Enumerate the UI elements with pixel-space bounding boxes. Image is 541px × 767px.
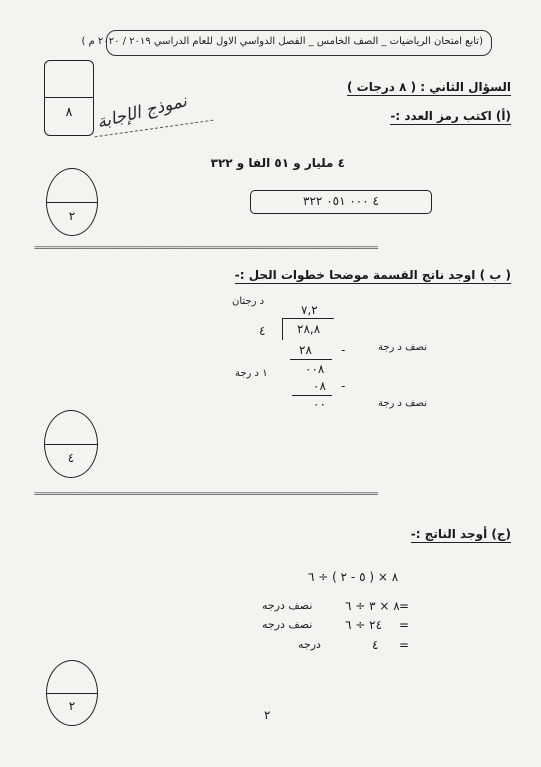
division-bracket [282, 318, 283, 340]
grade-two-marks: د رجتان [232, 296, 265, 307]
answer-box-a [250, 190, 432, 214]
dividend: ٢٨,٨ [297, 322, 321, 336]
part-b-title: اوجد ناتج القسمة موضحا خطوات الحل :- [234, 268, 476, 282]
part-c-heading [411, 527, 511, 543]
part-b-label: ( ب ) [479, 268, 511, 282]
total-score-box [44, 60, 94, 136]
grade-half-1: نصف د رجة [378, 342, 427, 353]
score-oval-c [46, 660, 98, 726]
part-a-label: (أ) [495, 109, 511, 123]
result-grade: درجه [298, 638, 321, 651]
step-c-1: ٨ × ٣ ÷ ٦ [345, 599, 400, 613]
answer-a-value: ٤ ٠٠٠ ٠٥١ ٣٢٢ [303, 194, 379, 208]
oval-divider [47, 693, 97, 694]
answer-key-stamp: نموذج الإجابة [94, 91, 189, 133]
step-2: ٠٠٨ [305, 362, 325, 376]
separator-2: ========================================================================================== [34, 489, 378, 498]
part-c-label: (ج) [491, 527, 511, 541]
exam-header: (تابع امتحان الرياضيات _ الصف الخامس _ الفصل الدواسي الاول للعام الدراسي ٢٠١٩ / ٢٠٢٠ م ) [81, 36, 483, 47]
subtract-line-2 [292, 395, 332, 396]
part-a-heading [390, 109, 511, 125]
minus-sign-2: - [341, 379, 346, 393]
eq-sign-3: = [399, 638, 410, 652]
minus-sign-1: - [341, 343, 346, 357]
result: ٤ [372, 638, 379, 652]
divisor: ٤ [259, 324, 266, 338]
eq-sign-2: = [399, 618, 410, 632]
division-bar [282, 318, 334, 319]
quotient: ٧,٢ [301, 303, 318, 317]
part-a-title: اكتب رمز العدد :- [390, 109, 492, 123]
number-in-words: ٤ مليار و ٥١ الفا و ٣٢٢ [210, 156, 345, 170]
grade-one-mark: ١ د رجة [235, 368, 268, 379]
score-a-value: ٢ [68, 209, 76, 223]
question-title: السؤال الثاني : ( ٨ درجات ) [347, 80, 511, 94]
step-c-2: ٢٤ ÷ ٦ [345, 618, 383, 632]
score-oval-a [46, 168, 98, 236]
grade-half-2: نصف د رجة [378, 398, 427, 409]
oval-divider [45, 444, 97, 445]
expression: ٨ × ( ٥ - ٢ ) ÷ ٦ [308, 570, 399, 584]
step-c-2-grade: نصف درجه [262, 618, 313, 631]
subtract-line-1 [290, 359, 332, 360]
score-oval-b [44, 410, 98, 478]
part-c-title: أوجد الناتج :- [410, 527, 488, 541]
total-score-value: ٨ [65, 105, 73, 120]
step-3: ٠٨ [313, 379, 326, 393]
page-number: ٢ [264, 708, 271, 722]
oval-divider [47, 202, 97, 203]
score-divider [45, 97, 93, 98]
step-1: ٢٨ [299, 343, 312, 357]
score-c-value: ٢ [68, 699, 76, 713]
step-c-1-grade: نصف درجه [262, 599, 313, 612]
eq-sign-1: = [399, 599, 410, 613]
separator-1: ========================================================================================== [34, 243, 378, 252]
remainder: ٠٠ [313, 397, 326, 411]
score-b-value: ٤ [67, 451, 75, 465]
part-b-heading [235, 268, 511, 284]
